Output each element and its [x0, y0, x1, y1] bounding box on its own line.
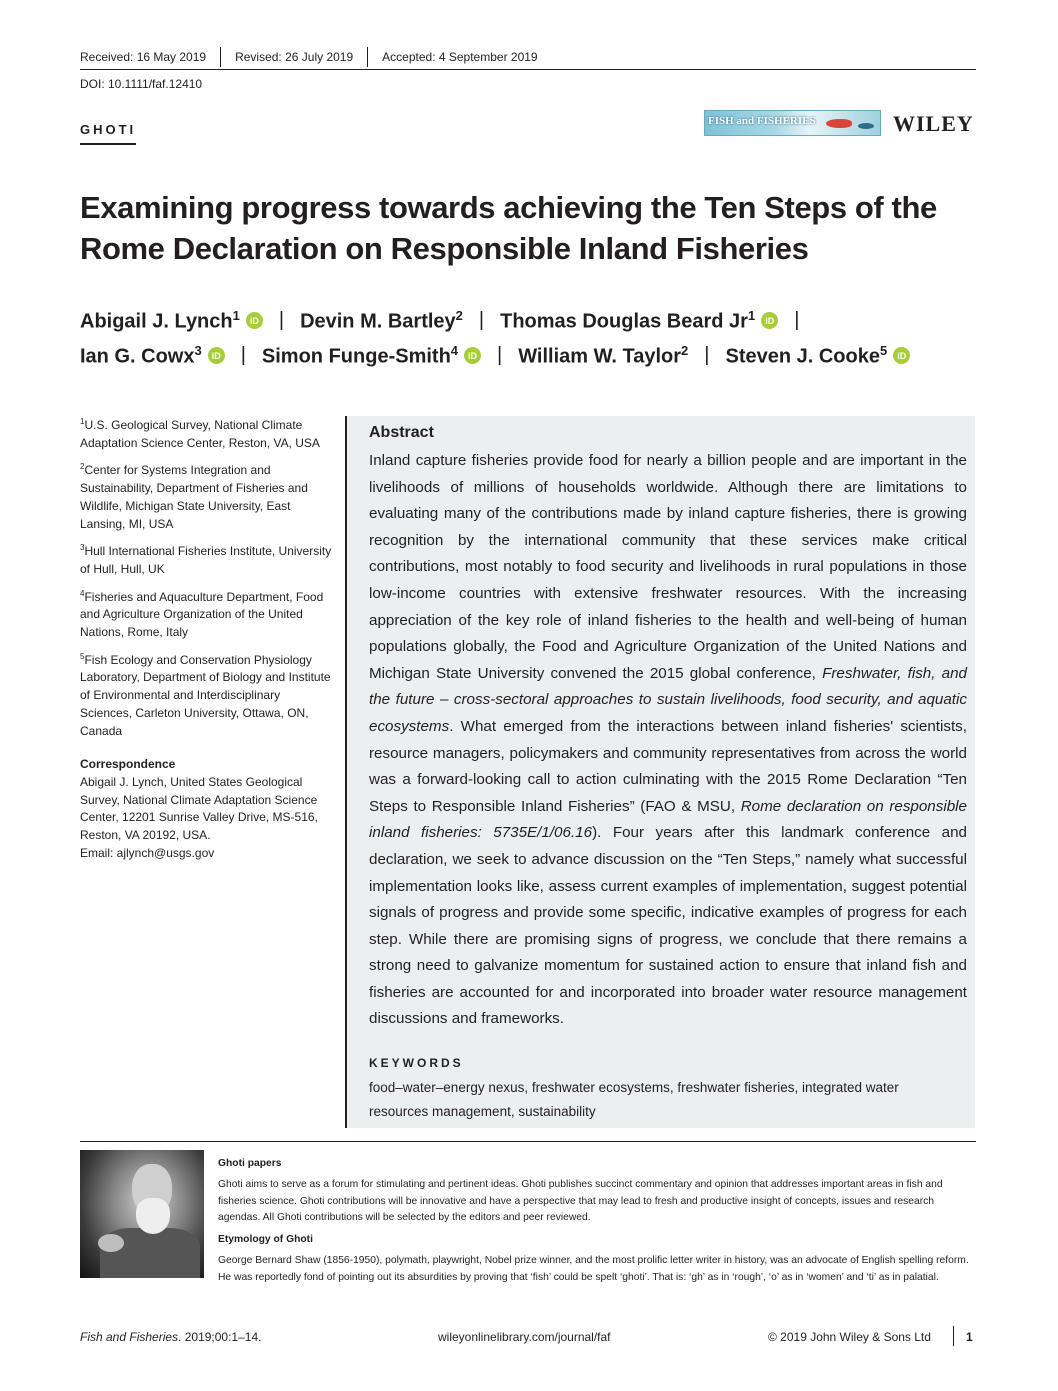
author-line	[80, 308, 980, 334]
orcid-icon[interactable]: iD	[208, 347, 225, 364]
abstract-heading: Abstract	[369, 424, 434, 441]
publisher-logo[interactable]: WILEY	[893, 111, 974, 136]
affiliation: $^3$Hull International Fisheries Institute, University of Hull, Hull, UK	[80, 543, 332, 576]
received-date: Received: 16 May 2019	[80, 50, 207, 64]
footer-divider	[953, 1326, 954, 1346]
orcid-icon[interactable]: iD	[761, 312, 778, 329]
author-name: Abigail J. Lynch$^1$	[80, 308, 240, 333]
orcid-icon[interactable]: iD	[464, 347, 481, 364]
affiliation: $^2$Center for Systems Integration and Sustainability, Department of Fisheries and Wildlife, Michigan State University, East Lansing, MI, USA	[80, 462, 308, 531]
author-name: Ian G. Cowx$^3$	[80, 343, 202, 368]
affiliations	[80, 413, 335, 862]
keywords-text: food–water–energy nexus, freshwater ecosystems, freshwater fisheries, integrated water resources management, sustainability	[369, 1080, 899, 1119]
author-separator: |	[794, 309, 800, 332]
doi-link[interactable]: DOI: 10.1111/faf.12410	[80, 77, 203, 91]
header-divider	[80, 69, 976, 70]
section-label: GHOTI	[80, 122, 136, 145]
fish-icon	[826, 119, 852, 128]
ghoti-papers-heading: Ghoti papers	[218, 1158, 282, 1169]
author-separator: |	[704, 344, 710, 367]
abstract-box	[345, 416, 975, 1128]
correspondence-address: Abigail J. Lynch, United States Geological Survey, National Climate Adaptation Science Center, 12201 Sunrise Valley Drive, MS-516, Reston, VA 20192, USA.	[80, 774, 318, 843]
footer-copyright: © 2019 John Wiley & Sons Ltd	[768, 1330, 931, 1344]
author-name: Simon Funge-Smith$^4$	[261, 343, 459, 368]
ghoti-etymology-heading: Etymology of Ghoti	[218, 1234, 313, 1246]
author-name: William W. Taylor$^2$	[518, 343, 689, 368]
fish-icon	[858, 123, 874, 129]
author-separator: |	[478, 309, 485, 332]
footer-citation: Fish and Fisheries. 2019;00:1–14.	[80, 1330, 262, 1344]
author-separator: |	[497, 344, 503, 367]
author-name: Steven J. Cooke$^5$	[725, 343, 888, 368]
correspondence-heading: Correspondence	[80, 757, 176, 772]
author-name: Devin M. Bartley$^2$	[300, 308, 463, 333]
orcid-icon[interactable]: iD	[246, 312, 263, 329]
journal-logo[interactable]	[704, 110, 881, 136]
revised-date: Revised: 26 July 2019	[220, 47, 367, 67]
page-number: 1	[966, 1330, 973, 1344]
affiliation: $^5$Fish Ecology and Conservation Physiology Laboratory, Department of Biology and Institute of Environmental and Interdisciplinary Sciences, Carleton University, Ottawa, ON, Canada	[80, 651, 331, 738]
article-history	[80, 47, 552, 67]
footer-url[interactable]: wileyonlinelibrary.com/journal/faf	[438, 1330, 611, 1344]
orcid-icon[interactable]: iD	[893, 347, 910, 364]
shaw-portrait	[80, 1150, 204, 1278]
author-separator: |	[278, 309, 285, 332]
affiliation: $^4$Fisheries and Aquaculture Department, Food and Agriculture Organization of the United Nations, Rome, Italy	[80, 588, 324, 640]
title-line: Examining progress towards achieving the Ten Steps of the	[80, 190, 937, 225]
article-title	[80, 187, 980, 269]
accepted-date: Accepted: 4 September 2019	[367, 47, 551, 67]
abstract-text: Inland capture fisheries provide food for nearly a billion people and are important in the livelihoods of millions of households worldwide. Although there are limitations to evaluating many of the contributions made by inland capture fisheries, there is growing recognition by the international community that these services make critical contributions, most notably to food security and livelihoods in rural populations in those low-income countries with extensive freshwater resources. With the increasing appreciation of the key role of inland fisheries to the health and well-being of human populations globally, the Food and Agriculture Organization of the United Nations and Michigan State University convened the 2015 global conference, Freshwater, fish, and the future – cross-sectoral approaches to sustain livelihoods, food security, and aquatic ecosystems. What emerged from the interactions between inland fisheries' scientists, resource managers, policymakers and community representatives from across the world was a forward-looking call to action culminating with the 2015 Rome Declaration “Ten Steps to Responsible Inland Fisheries” (FAO & MSU, Rome declaration on responsible inland fisheries: 5735E/1/06.16). Four years after this landmark conference and declaration, we seek to advance discussion on the “Ten Steps,” namely what successful implementation looks like, assess current examples of implementation, suggest potential signals of progress and provide some specific, indicative examples of progress for each step. While there are promising signs of progress, we conclude that there remains a strong need to galvanize momentum for sustained action to ensure that inland fish and fisheries are accounted for and incorporated into broader water resource management discussions and frameworks.	[369, 452, 967, 1028]
journal-logo-text: FISH and FISHERIES	[708, 115, 816, 127]
author-name: Thomas Douglas Beard Jr$^1$	[500, 308, 756, 333]
affiliation: $^1$U.S. Geological Survey, National Climate Adaptation Science Center, Reston, VA, USA	[80, 417, 320, 450]
author-line	[80, 343, 980, 369]
ghoti-papers-text: Ghoti aims to serve as a forum for stimulating and pertinent ideas. Ghoti publishes succinct commentary and opinion that addresses important areas in fish and fisheries science. Ghoti contributions will be innovative and have a perspective that may lead to fresh and productive insight of concepts, issues and research agendas. All Ghoti contributions will be selected by the editors and peer reviewed.	[218, 1179, 943, 1223]
title-line: Rome Declaration on Responsible Inland Fisheries	[80, 231, 809, 266]
correspondence-email[interactable]: Email: ajlynch@usgs.gov	[80, 845, 215, 860]
author-separator: |	[240, 344, 246, 367]
ghoti-info	[218, 1156, 976, 1292]
keywords-heading: KEYWORDS	[369, 1056, 464, 1070]
ghoti-etymology-text: George Bernard Shaw (1856-1950), polymath, playwright, Nobel prize winner, and the most prolific letter writer in history, was an advocate of English spelling reform. He was reportedly fond of pointing out its absurdities by proving that ‘fish’ could be spelt ‘ghoti’. That is: ‘gh’ as in ‘rough’, ‘o’ as in ‘women’ and ‘ti’ as in palatial.	[218, 1255, 969, 1283]
ghoti-divider	[80, 1141, 976, 1142]
